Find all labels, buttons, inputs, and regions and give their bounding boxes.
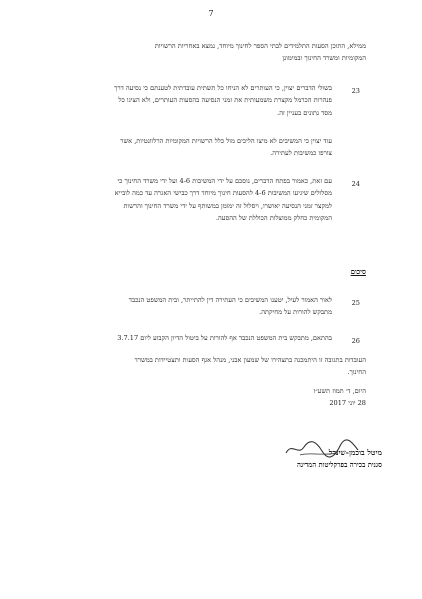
text-line: עם זאת, כאמור בפתח הדברים, נוסכם על ידי המשיבות 4-6 ועל ידי משרד החינוך כי bbox=[117, 177, 332, 185]
text-line: עוד יצוין כי המשיבים לא מיצו הליכים מול כלל הרשויות המקומיות הרלוונטיות, אשר bbox=[120, 137, 332, 145]
document-date bbox=[313, 385, 366, 410]
text-line: ממילא, התוכן הסעות התלמידים לבתי הספר לחינוך מיוחד, נמצא באחריות הרשויות bbox=[154, 42, 366, 50]
section-paragraph bbox=[32, 175, 332, 225]
text-line: מסלולים שיגיעו המשיבות 4-6 להסעות חינוך מיוחד דרך כבישי האגרה עד כמה לובייא bbox=[114, 189, 332, 198]
section-paragraph bbox=[32, 332, 332, 344]
signatory-name: מיטל בוכמן-שינדל bbox=[328, 448, 382, 457]
text-line: העובדות בתגובה זו היתמכנה בתצהירו של שמעון אבני, מנהל אגף הסעות ותצטיידות במשרד bbox=[134, 356, 366, 364]
signatory-title: סגנית בכירה בפרקליטות המדינה bbox=[297, 461, 382, 469]
text-line: לאור האמור לעיל, יטענו המשיבים כי העתירה דין להתייתר, ובית המשפט הנכבד bbox=[128, 296, 332, 304]
hebrew-date: היום, ד׳ תמוז תשע״ז bbox=[313, 387, 366, 395]
text-line: החינוך. bbox=[347, 368, 366, 377]
text-line: בשולי הדברים יצוין, כי העותרים לא הניחו כל תשתית עובדתית לטענתם כי נסיעה דרך bbox=[114, 84, 332, 92]
closing-paragraph bbox=[36, 354, 366, 379]
top-paragraph bbox=[46, 40, 366, 65]
section-number: 26 bbox=[351, 337, 360, 345]
text-line: מתבקש להורות על מחיקתה. bbox=[259, 308, 332, 317]
section-paragraph bbox=[32, 82, 332, 119]
text-line: בהתאם, מתבקש בית המשפט הנכבד אף להורות על ביטול הדיון הקבוע ליום 3.7.17 bbox=[117, 334, 332, 342]
text-line: פנהרות הכרמל מקצרת משמעותית את זמני הנסיעה בהסעות העותרים, ולא הציגו כל bbox=[118, 96, 332, 105]
summary-heading: סיכום bbox=[350, 267, 366, 276]
text-line: למקצר זמני הנסיעה יאושרו, ויסלול זה ימומן במשותף על ידי משרד החינוך והרשות bbox=[123, 201, 332, 210]
signature-stamp bbox=[297, 447, 382, 471]
section-number: 25 bbox=[351, 299, 360, 307]
text-line: צורפו כמשיבות לעתירה. bbox=[270, 149, 332, 158]
section-paragraph bbox=[32, 294, 332, 319]
section-number: 24 bbox=[351, 180, 360, 188]
text-line: מסד נתונים בעניין זה. bbox=[277, 108, 332, 117]
page-number: 7 bbox=[208, 9, 214, 18]
section-number: 23 bbox=[351, 87, 360, 95]
section-paragraph bbox=[32, 135, 332, 160]
gregorian-date: 28 יוני 2017 bbox=[329, 399, 366, 408]
text-line: המקומית כחלק ממוצלות הכוללת של ההסעה. bbox=[215, 214, 332, 223]
text-line: המקומיות ומשרד החינוך ובמימונן bbox=[282, 54, 366, 63]
